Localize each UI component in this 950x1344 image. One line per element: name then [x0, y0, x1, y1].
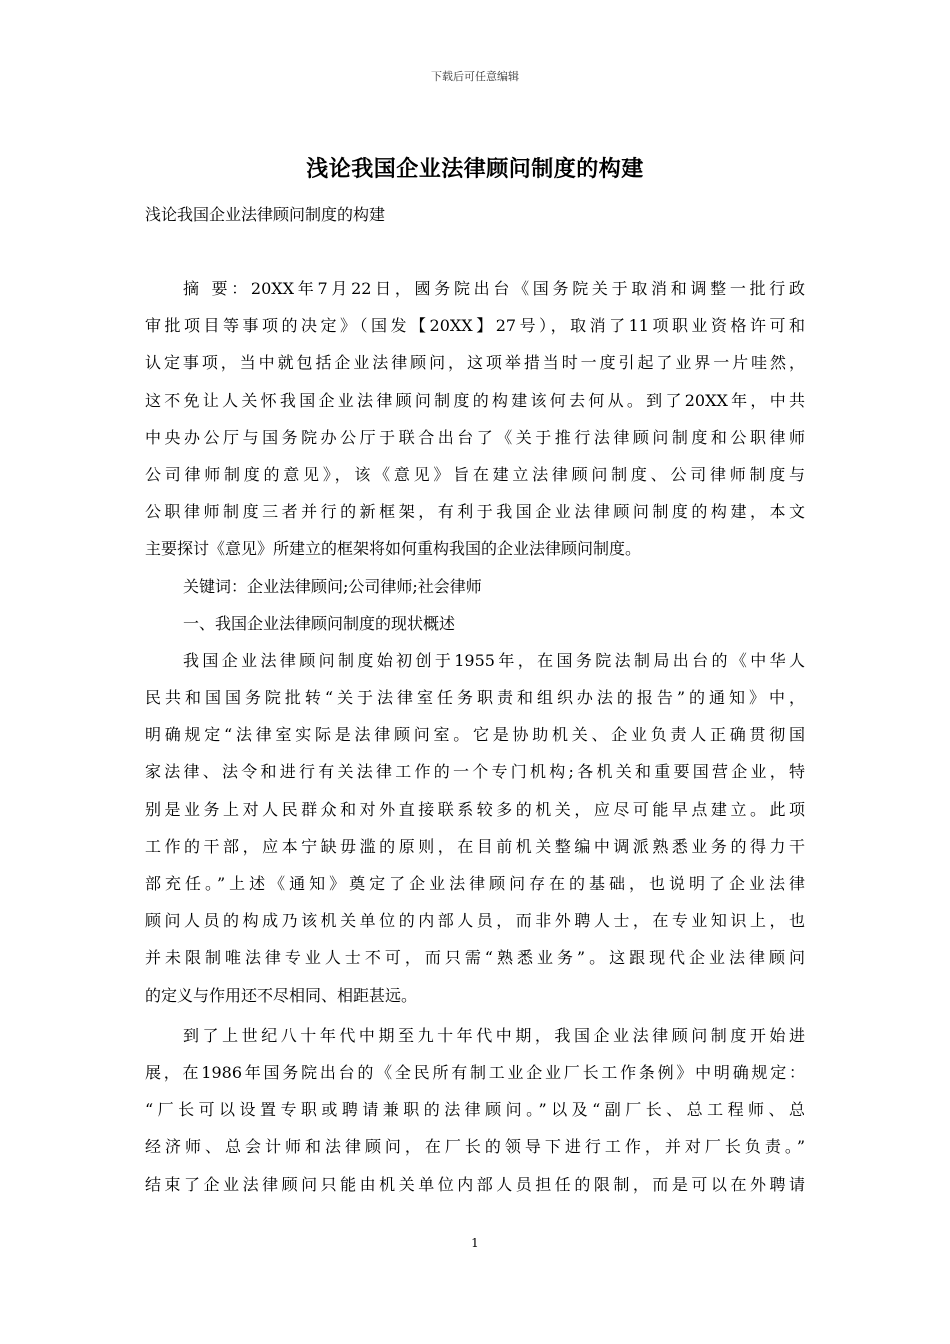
paragraph-line: 我国企业法律顾问制度始初创于1955年，在国务院法制局出台的《中华人: [183, 650, 805, 670]
page-number: 1: [471, 1236, 479, 1250]
paragraph-line: 这不免让人关怀我国企业法律顾问制度的构建该何去何从。到了20XX年，中共: [145, 390, 805, 410]
keywords-line: 关键词：企业法律顾问;公司律师;社会律师: [183, 576, 482, 596]
paragraph-line: 到了上世纪八十年代中期至九十年代中期，我国企业法律顾问制度开始进: [183, 1025, 805, 1045]
paragraph-line: 审批项目等事项的决定》（国发【20XX】27号），取消了11项职业资格许可和: [145, 316, 805, 336]
paragraph-line: 别是业务上对人民群众和对外直接联系较多的机关，应尽可能早点建立。此项: [145, 799, 805, 819]
paragraph-line: 明确规定“法律室实际是法律顾问室。它是协助机关、企业负责人正确贯彻国: [145, 725, 805, 745]
paragraph-line: “厂长可以设置专职或聘请兼职的法律顾问。”以及“副厂长、总工程师、总: [145, 1100, 805, 1120]
paragraph-line: 家法律、法令和进行有关法律工作的一个专门机构;各机关和重要国营企业，特: [145, 762, 805, 782]
paragraph-line: 经济师、总会计师和法律顾问，在厂长的领导下进行工作，并对厂长负责。”: [145, 1137, 805, 1157]
paragraph-line: 认定事项，当中就包括企业法律顾问，这项举措当时一度引起了业界一片哇然，: [145, 353, 805, 373]
document-body: [145, 270, 805, 1203]
document-title: 浅论我国企业法律顾问制度的构建: [306, 156, 644, 182]
paragraph-line: 并未限制唯法律专业人士不可，而只需“熟悉业务”。这跟现代企业法律顾问: [145, 948, 805, 968]
paragraph-line: 顾问人员的构成乃该机关单位的内部人员，而非外聘人士，在专业知识上，也: [145, 911, 805, 931]
paragraph-line: 民共和国国务院批转“关于法律室任务职责和组织办法的报告”的通知》中，: [145, 688, 805, 708]
paragraph-line: 部充任。”上述《通知》奠定了企业法律顾问存在的基础，也说明了企业法律: [145, 874, 805, 893]
paragraph-line: 主要探讨《意见》所建立的框架将如何重构我国的企业法律顾问制度。: [145, 539, 642, 559]
paragraph-line: 中央办公厅与国务院办公厅于联合出台了《关于推行法律顾问制度和公职律师: [145, 427, 805, 447]
paragraph-line: 摘 要：20XX年7月22日，國务院出台《国务院关于取消和调整一批行政: [183, 279, 805, 298]
section-heading: 一、我国企业法律顾问制度的现状概述: [183, 613, 456, 633]
paragraph-line: 展，在1986年国务院出台的《全民所有制工业企业厂长工作条例》中明确规定：: [145, 1062, 805, 1082]
paragraph-line: 的定义与作用还不尽相同、相距甚远。: [145, 985, 418, 1005]
paragraph-line: 结束了企业法律顾问只能由机关单位内部人员担任的限制，而是可以在外聘请: [145, 1174, 805, 1194]
paragraph-line: 公职律师制度三者并行的新框架，有利于我国企业法律顾问制度的构建，本文: [145, 502, 805, 522]
document-subtitle: 浅论我国企业法律顾问制度的构建: [145, 205, 386, 224]
paragraph-line: 公司律师制度的意见》，该《意见》旨在建立法律顾问制度、公司律师制度与: [145, 464, 805, 484]
paragraph-line: 工作的干部，应本宁缺毋滥的原则，在目前机关整编中调派熟悉业务的得力干: [145, 836, 805, 856]
page-header-note: 下载后可任意编辑: [431, 70, 519, 83]
